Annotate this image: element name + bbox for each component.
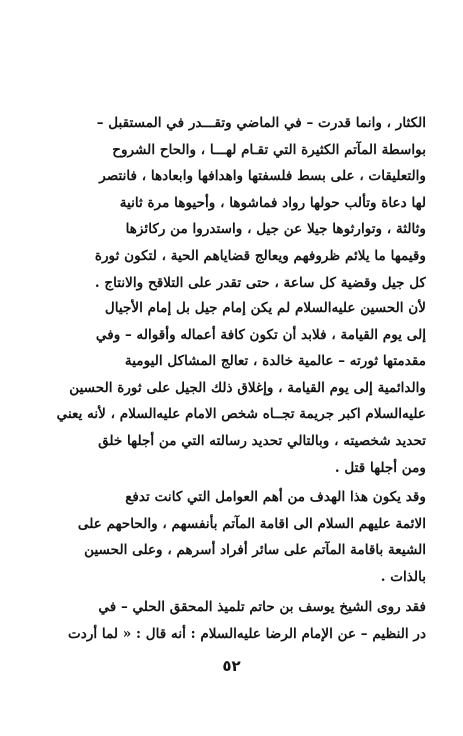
text-line: لأن الحسين عليه‌السلام لم يكن إمام جيل بل إمام الأجيال [104,300,426,316]
text-line: والدائمية إلى يوم القيامة ، وإغلاق ذلك الجيل على ثورة الحسين [69,379,426,396]
text-line: إلى يوم القيامة ، فلابد أن تكون كافة أعماله وأقواله – وفي [95,326,426,343]
text-line: ومن أجلها قتل . [334,459,426,476]
paragraph-1 [38,110,426,296]
text-line: لها دعاة وتألب حولها رواد فماشوها ، وأحيوها مرة ثانية [119,194,426,211]
text-line: بالذات . [380,568,426,585]
text-line: در النظيم – عن الإمام الرضا عليه‌السلام : أنه قال : « لما أردت [68,625,426,642]
text-line: وقيمها ما يلائم ظروفهم ويعالج قضاياهم الحية ، لتكون ثورة [94,247,426,264]
text-line: فقد روى الشيخ يوسف بن حاتم تلميذ المحقق الحلي – في [98,599,426,615]
text-line: الكثار ، وانما قدرت – في الماضي وتقـــدر في المستقبل – [96,115,426,131]
paragraph-4 [38,594,426,647]
paragraph-3 [38,484,426,590]
page-number: ٥٢ [222,657,241,675]
paragraph-2 [38,295,426,481]
text-line: وثالثة ، وتوارثوها جيلا عن جيل ، واستدروا من ركائزها [125,221,426,238]
text-line: بواسطة المآتم الكثيرة التي تقـام لهـــا ، والحاح الشروح [112,141,426,158]
text-line: والتعليقات ، على بسط فلسفتها واهدافها وابعادها ، فانتصر [99,168,426,185]
text-line: كل جيل وقضية كل ساعة ، حتى تقدر على التلاقح والانتاج . [94,274,426,291]
text-line: الشيعة باقامة المآتم على سائر أفراد أسرهم ، وعلى الحسين [84,542,426,559]
text-line: مقدمتها ثورته – عالمية خالدة ، تعالج المشاكل اليومية [124,353,426,370]
text-line: عليه‌السلام اكبر جريمة تجــاه شخص الامام عليه‌السلام ، لأنه يعني [56,406,426,423]
text-line: الائمة عليهم السلام الى اقامة المآتم بأنفسهم ، والحاحهم على [77,515,426,532]
text-line: تحديد شخصيته ، وبالتالي تحديد رسالته التي من أجلها خلق [98,432,426,449]
text-line: وقد يكون هذا الهدف من أهم العوامل التي كانت تدفع [125,489,426,505]
